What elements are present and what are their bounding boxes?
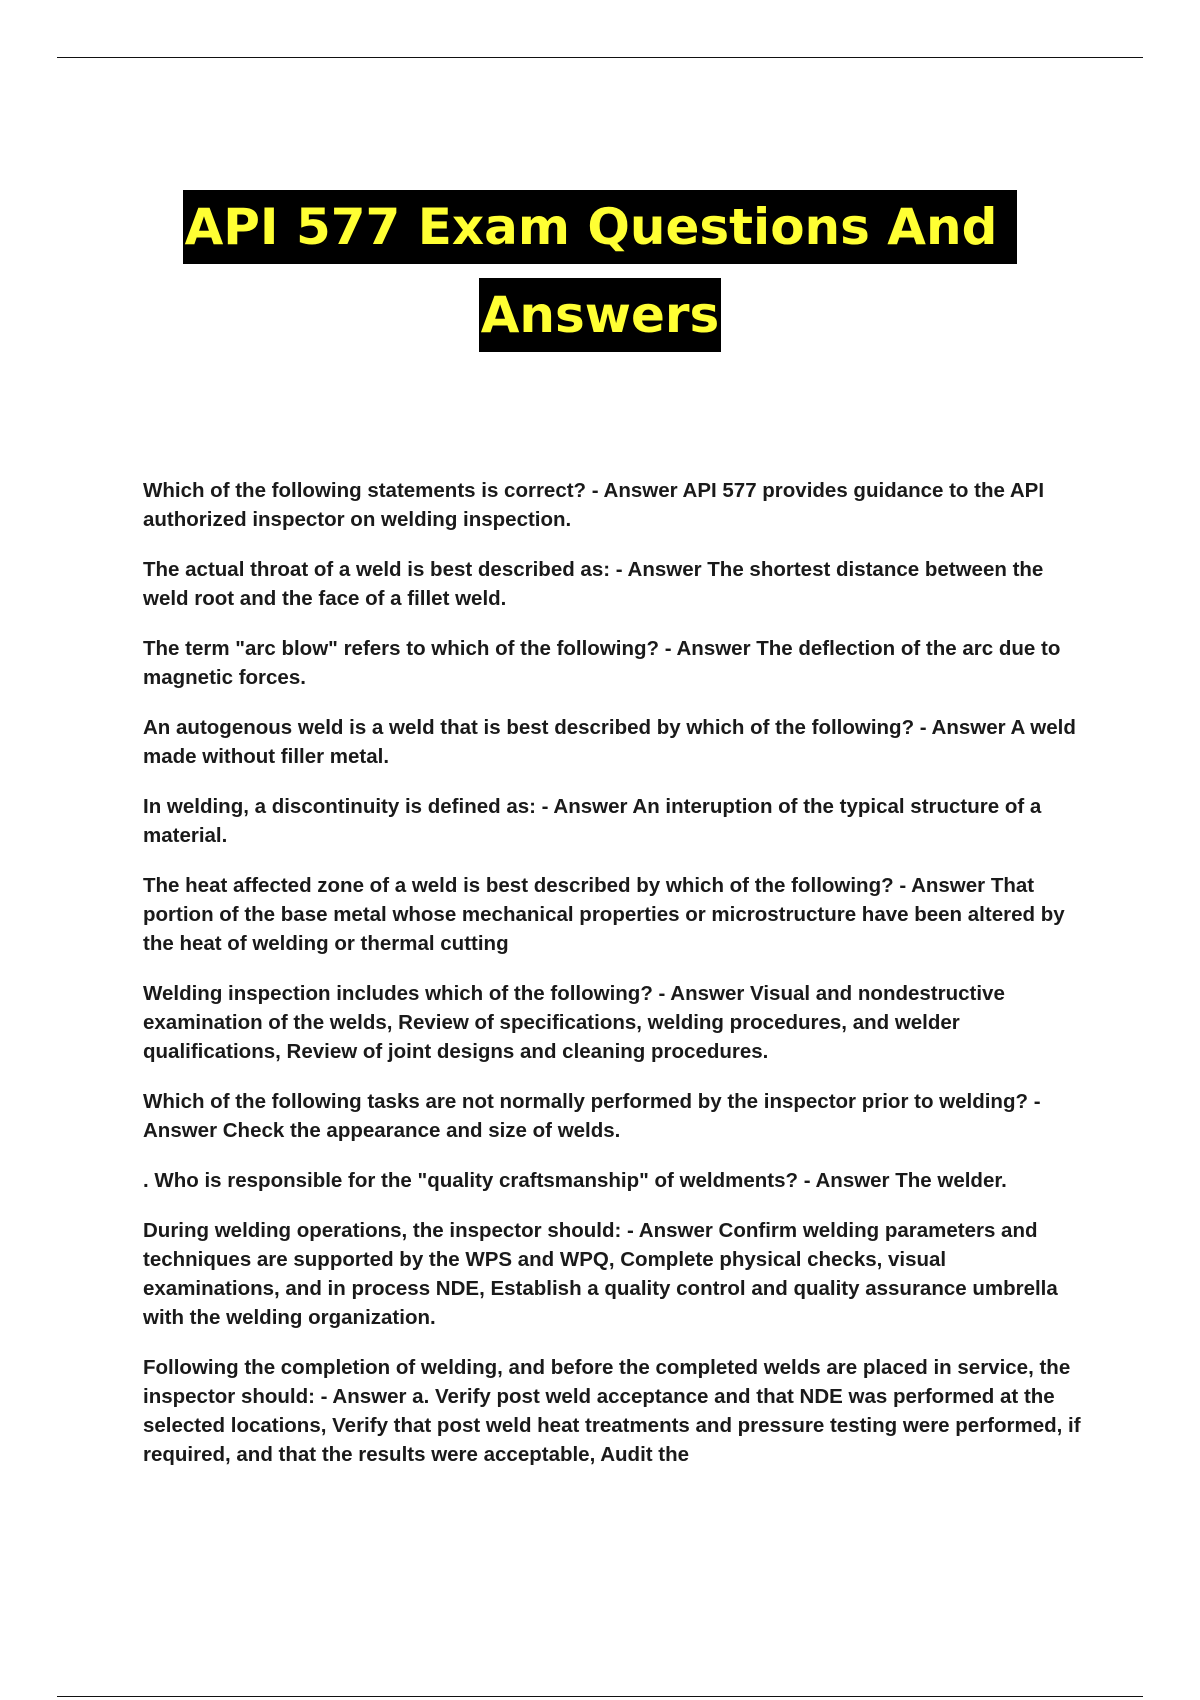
qa-item: The term "arc blow" refers to which of the following? - Answer The deflection of the arc due to magnetic forces. [143,637,1061,689]
qa-item: The heat affected zone of a weld is best described by which of the following? - Answer That portion of the base metal whose mechanical properties or microstructure have been altered by the heat of welding or thermal cutting [143,874,1065,955]
qa-list [143,476,1083,1490]
qa-item: . Who is responsible for the "quality craftsmanship" of weldments? - Answer The welder. [143,1169,1007,1192]
header-rule [57,57,1143,58]
qa-item: In welding, a discontinuity is defined as: - Answer An interuption of the typical structure of a material. [143,795,1042,847]
qa-item: An autogenous weld is a weld that is best described by which of the following? - Answer A weld made without filler metal. [143,716,1076,768]
qa-item: The actual throat of a weld is best described as: - Answer The shortest distance between the weld root and the face of a fillet weld. [143,558,1044,610]
footer-rule [57,1696,1143,1697]
qa-item: Which of the following statements is correct? - Answer API 577 provides guidance to the API authorized inspector on welding inspection. [143,479,1045,531]
qa-item: Following the completion of welding, and before the completed welds are placed in service, the inspector should: - Answer a. Verify post weld acceptance and that NDE was performed at the selected locations, Verify that post weld heat treatments and pressure testing were performed, if required, and that the results were acceptable, Audit the [143,1356,1081,1466]
title-line-1: API 577 Exam Questions And [183,190,1018,264]
document-title [0,190,1200,352]
qa-item: Which of the following tasks are not normally performed by the inspector prior to welding? - Answer Check the appearance and size of welds. [143,1090,1041,1142]
title-line-2: Answers [479,278,722,352]
qa-item: During welding operations, the inspector should: - Answer Confirm welding parameters and techniques are supported by the WPS and WPQ, Complete physical checks, visual examinations, and in process NDE, Establish a quality control and quality assurance umbrella with the welding organization. [143,1219,1058,1329]
qa-item: Welding inspection includes which of the following? - Answer Visual and nondestructive examination of the welds, Review of specifications, welding procedures, and welder qualifications, Review of joint designs and cleaning procedures. [143,982,1005,1063]
